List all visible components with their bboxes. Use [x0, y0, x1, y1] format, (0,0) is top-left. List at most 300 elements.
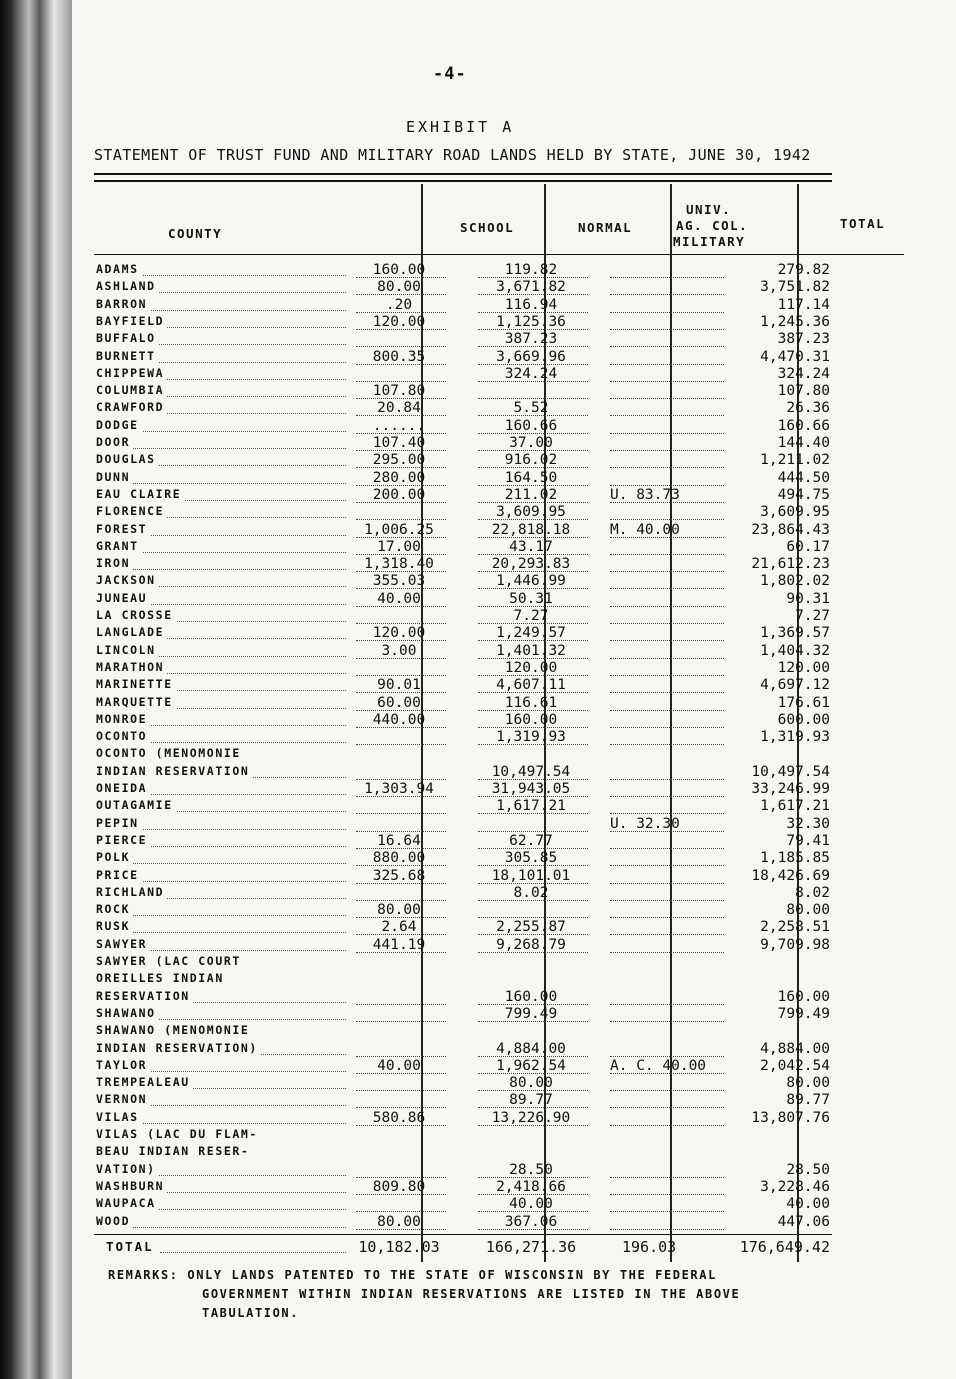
table-row	[94, 868, 834, 885]
county-name: GRANT	[96, 539, 350, 556]
table-row	[94, 349, 834, 366]
total-value	[730, 971, 830, 988]
cell-leader	[478, 571, 588, 572]
cell-leader	[478, 467, 588, 468]
cell-leader	[356, 1211, 446, 1212]
cell-leader	[610, 831, 724, 832]
normal-value: 116.94	[504, 296, 558, 313]
school-value: 40.00	[377, 590, 421, 607]
cell-leader	[356, 1090, 446, 1091]
school-value: 280.00	[372, 469, 426, 486]
cell-leader	[356, 865, 446, 866]
county-name: BURNETT	[96, 349, 350, 366]
cell-leader	[356, 381, 446, 382]
cell-leader	[610, 1090, 724, 1091]
cell-leader	[356, 917, 446, 918]
normal-value: 13,226.90	[491, 1109, 571, 1126]
total-value: 80.00	[786, 902, 830, 919]
table-row	[94, 971, 834, 988]
normal-value: 211.02	[504, 486, 558, 503]
remarks	[108, 1266, 848, 1323]
cell-leader	[478, 1194, 588, 1195]
table-row	[94, 504, 834, 521]
normal-value: 916.02	[504, 452, 558, 469]
table-row	[94, 539, 834, 556]
total-value: 7.27	[795, 608, 830, 624]
normal-value: 9,268.79	[496, 936, 566, 953]
remarks-line2: GOVERNMENT WITHIN INDIAN RESERVATIONS ARE LISTED IN THE ABOVE	[202, 1287, 741, 1301]
total-value: 1,369.57	[760, 625, 830, 642]
school-value: 580.86	[372, 1109, 426, 1126]
school-value: 40.00	[377, 1057, 421, 1074]
cell-leader	[356, 364, 446, 365]
school-value	[350, 971, 448, 988]
univ-value	[604, 1144, 730, 1161]
totals-row	[94, 1236, 834, 1258]
total-value: 89.77	[786, 1092, 830, 1109]
univ-value	[604, 746, 730, 763]
table-row	[94, 556, 834, 573]
header-univ-line3: MILITARY	[673, 234, 746, 249]
cell-leader	[356, 433, 446, 434]
remarks-line3: TABULATION.	[202, 1306, 300, 1320]
total-value: 1,245.36	[760, 313, 830, 330]
table-row	[94, 816, 834, 833]
table-row	[94, 643, 834, 660]
normal-value: 324.24	[504, 365, 558, 382]
cell-leader	[356, 519, 446, 520]
total-value: 18,426.69	[751, 867, 830, 884]
normal-value: 80.00	[509, 1075, 553, 1092]
total-value: 494.75	[777, 486, 830, 503]
county-name: MONROE	[96, 712, 350, 729]
cell-leader	[356, 623, 446, 624]
cell-leader	[356, 450, 446, 451]
cell-leader	[478, 658, 588, 659]
table-row	[94, 331, 834, 348]
cell-leader	[478, 623, 588, 624]
table-row	[94, 781, 834, 798]
county-name: SHAWANO	[96, 1006, 350, 1023]
cell-leader	[478, 1125, 588, 1126]
cell-leader	[478, 1177, 588, 1178]
normal-value	[472, 971, 590, 988]
cell-leader	[610, 519, 724, 520]
cell-leader	[356, 848, 446, 849]
univ-value: A. C. 40.00	[610, 1057, 707, 1074]
total-value: 120.00	[777, 659, 830, 676]
table-row	[94, 435, 834, 452]
county-name: MARATHON	[96, 660, 350, 677]
county-name: LINCOLN	[96, 643, 350, 660]
normal-value: 10,497.54	[491, 763, 571, 780]
table-row	[94, 314, 834, 331]
cell-leader	[478, 537, 588, 538]
county-name: CHIPPEWA	[96, 366, 350, 383]
table-row	[94, 712, 834, 729]
cell-leader	[610, 710, 724, 711]
normal-value: 119.82	[504, 262, 558, 278]
school-value: 800.35	[372, 348, 426, 365]
cell-leader	[610, 934, 724, 935]
school-value: 3.00	[381, 642, 417, 659]
normal-value: 387.23	[504, 331, 558, 348]
cell-leader	[478, 934, 588, 935]
total-value: 600.00	[777, 711, 830, 728]
cell-leader	[356, 294, 446, 295]
normal-value: 31,943.05	[491, 781, 571, 797]
table-row	[94, 279, 834, 296]
cell-leader	[356, 398, 446, 399]
total-value: 279.82	[777, 262, 830, 278]
page-number: -4-	[433, 64, 467, 84]
normal-value: 116.61	[504, 694, 558, 711]
school-value: 120.00	[372, 625, 426, 642]
school-value: 120.00	[372, 313, 426, 330]
cell-leader	[610, 606, 724, 607]
county-name: PIERCE	[96, 833, 350, 850]
univ-value	[604, 971, 730, 988]
cell-leader	[356, 831, 446, 832]
normal-value: 50.31	[509, 590, 553, 607]
cell-leader	[478, 917, 588, 918]
cell-leader	[356, 900, 446, 901]
table-row	[94, 1214, 834, 1231]
cell-leader	[356, 537, 446, 538]
cell-leader	[478, 796, 588, 797]
school-value: 200.00	[372, 486, 426, 503]
cell-leader	[610, 277, 724, 278]
cell-leader	[610, 381, 724, 382]
total-value: 13,807.76	[751, 1109, 830, 1126]
cell-leader	[356, 277, 446, 278]
cell-leader	[610, 1056, 724, 1057]
table-row	[94, 677, 834, 694]
school-value: 160.00	[372, 262, 426, 278]
normal-value: 799.49	[504, 1005, 558, 1022]
total-value: 23,864.43	[751, 521, 830, 538]
cell-leader	[610, 1177, 724, 1178]
cell-leader	[610, 433, 724, 434]
cell-leader	[478, 1004, 588, 1005]
normal-value	[472, 1144, 590, 1161]
table-row	[94, 366, 834, 383]
total-value: 1,617.21	[760, 798, 830, 815]
normal-value: 367.06	[504, 1213, 558, 1230]
normal-value: 2,255.87	[496, 919, 566, 936]
table-row	[94, 919, 834, 936]
cell-leader	[610, 588, 724, 589]
total-value: 799.49	[777, 1005, 830, 1022]
school-value: 440.00	[372, 711, 426, 728]
normal-value: 22,818.18	[491, 521, 571, 538]
cell-leader	[478, 640, 588, 641]
cell-leader	[356, 329, 446, 330]
table-row	[94, 937, 834, 954]
cell-leader	[478, 710, 588, 711]
normal-value: 20,293.83	[491, 556, 571, 573]
univ-value	[604, 954, 730, 971]
table-row	[94, 798, 834, 815]
header-school: SCHOOL	[460, 220, 515, 235]
county-name: LANGLADE	[96, 625, 350, 642]
cell-leader	[356, 934, 446, 935]
statement-title: STATEMENT OF TRUST FUND AND MILITARY ROAD LANDS HELD BY STATE, JUNE 30, 1942	[94, 146, 811, 164]
table-row	[94, 418, 834, 435]
cell-leader	[356, 1229, 446, 1230]
county-name: ADAMS	[96, 262, 350, 279]
cell-leader	[478, 779, 588, 780]
county-name: DUNN	[96, 470, 350, 487]
normal-value: 28.50	[509, 1161, 553, 1178]
cell-leader	[356, 796, 446, 797]
school-value: 2.64	[381, 919, 417, 936]
cell-leader	[356, 1107, 446, 1108]
cell-leader	[478, 865, 588, 866]
total-value: 1,185.85	[760, 850, 830, 867]
total-value: 4,697.12	[760, 677, 830, 694]
normal-value: 120.00	[504, 659, 558, 676]
county-name: OUTAGAMIE	[96, 798, 350, 815]
total-value: 90.31	[786, 590, 830, 607]
cell-leader	[356, 467, 446, 468]
county-name: CRAWFORD	[96, 400, 350, 417]
county-name: LA CROSSE	[96, 608, 350, 625]
cell-leader	[610, 952, 724, 953]
cell-leader	[610, 779, 724, 780]
cell-leader	[478, 900, 588, 901]
cell-leader	[610, 675, 724, 676]
table-row	[94, 1092, 834, 1109]
cell-leader	[610, 727, 724, 728]
cell-leader	[610, 364, 724, 365]
county-name: BAYFIELD	[96, 314, 350, 331]
normal-value: 89.77	[509, 1092, 553, 1109]
total-value: 1,319.93	[760, 729, 830, 746]
cell-leader	[478, 1021, 588, 1022]
total-value: 40.00	[786, 1196, 830, 1213]
table-row	[94, 452, 834, 469]
total-value: 2,258.51	[760, 919, 830, 936]
total-value: 79.41	[786, 832, 830, 849]
table-row	[94, 608, 834, 625]
county-name: POLK	[96, 850, 350, 867]
county-name: SHAWANO (MENOMONIE	[96, 1023, 350, 1040]
normal-value: 1,249.57	[496, 625, 566, 642]
cell-leader	[610, 312, 724, 313]
cell-leader	[356, 312, 446, 313]
table-row	[94, 487, 834, 504]
table-row	[94, 954, 834, 971]
cell-leader	[610, 623, 724, 624]
header-univ-line1: UNIV.	[686, 202, 732, 217]
cell-leader	[478, 831, 588, 832]
school-value	[350, 1127, 448, 1144]
school-value: 441.19	[372, 936, 426, 953]
normal-value: 4,884.00	[496, 1040, 566, 1057]
county-name: COLUMBIA	[96, 383, 350, 400]
cell-leader	[478, 398, 588, 399]
county-name: SAWYER	[96, 937, 350, 954]
school-value: 809.80	[372, 1178, 426, 1195]
cell-leader	[356, 554, 446, 555]
normal-value: 2,418.66	[496, 1178, 566, 1195]
normal-value	[472, 1023, 590, 1040]
cell-leader	[356, 502, 446, 503]
county-name: OREILLES INDIAN	[96, 971, 350, 988]
cell-leader	[356, 883, 446, 884]
cell-leader	[478, 727, 588, 728]
cell-leader	[610, 467, 724, 468]
cell-leader	[478, 1107, 588, 1108]
normal-value	[472, 746, 590, 763]
total-value: 387.23	[777, 331, 830, 348]
cell-leader	[478, 364, 588, 365]
header-county: COUNTY	[168, 226, 223, 241]
total-school: 10,182.03	[358, 1238, 440, 1256]
school-value: 60.00	[377, 694, 421, 711]
cell-leader	[478, 1073, 588, 1074]
table-row	[94, 262, 834, 279]
county-name: BUFFALO	[96, 331, 350, 348]
table-row	[94, 297, 834, 314]
normal-value: 62.77	[509, 832, 553, 849]
cell-leader	[610, 1073, 724, 1074]
scan-binding-edge	[0, 0, 72, 1379]
total-univ: 196.03	[622, 1238, 677, 1256]
cell-leader	[610, 1004, 724, 1005]
cell-leader	[478, 312, 588, 313]
normal-value: 1,125.36	[496, 313, 566, 330]
cell-leader	[478, 1056, 588, 1057]
cell-leader	[610, 1194, 724, 1195]
county-name: VILAS (LAC DU FLAM-	[96, 1127, 350, 1144]
school-value: 325.68	[372, 867, 426, 884]
county-name: ASHLAND	[96, 279, 350, 296]
cell-leader	[610, 346, 724, 347]
cell-leader	[356, 779, 446, 780]
county-name: EAU CLAIRE	[96, 487, 350, 504]
cell-leader	[610, 1211, 724, 1212]
cell-leader	[610, 917, 724, 918]
univ-value	[604, 1023, 730, 1040]
cell-leader	[356, 1021, 446, 1022]
county-name: FOREST	[96, 522, 350, 539]
cell-leader	[478, 502, 588, 503]
table-row	[94, 729, 834, 746]
cell-leader	[478, 675, 588, 676]
cell-leader	[356, 813, 446, 814]
table-row	[94, 1179, 834, 1196]
cell-leader	[610, 744, 724, 745]
county-name: INDIAN RESERVATION)	[96, 1041, 350, 1058]
total-value	[730, 1023, 830, 1040]
county-name: WOOD	[96, 1214, 350, 1231]
table-row	[94, 902, 834, 919]
total-value: 33,246.99	[751, 781, 830, 797]
total-value: 60.17	[786, 538, 830, 555]
normal-value: 160.66	[504, 417, 558, 434]
county-name: DOOR	[96, 435, 350, 452]
cell-leader	[610, 796, 724, 797]
total-value: 1,802.02	[760, 573, 830, 590]
school-value: 1,303.94	[364, 781, 434, 797]
cell-leader	[478, 277, 588, 278]
cell-leader	[478, 329, 588, 330]
cell-leader	[356, 1056, 446, 1057]
normal-value: 3,669.96	[496, 348, 566, 365]
total-value: 176.61	[777, 694, 830, 711]
total-value	[730, 746, 830, 763]
cell-leader	[478, 883, 588, 884]
cell-leader	[478, 1090, 588, 1091]
county-name: DODGE	[96, 418, 350, 435]
school-value: 20.84	[377, 400, 421, 417]
table-row	[94, 1196, 834, 1213]
table-row	[94, 764, 834, 781]
total-normal: 166,271.36	[485, 1238, 577, 1256]
total-value: 1,404.32	[760, 642, 830, 659]
school-value: 80.00	[377, 279, 421, 296]
county-name: MARQUETTE	[96, 695, 350, 712]
table-row	[94, 746, 834, 763]
school-value: 90.01	[377, 677, 421, 694]
total-value: 3,228.46	[760, 1178, 830, 1195]
county-name: JACKSON	[96, 573, 350, 590]
table-row	[94, 1006, 834, 1023]
total-value: 10,497.54	[751, 763, 830, 780]
cell-leader	[356, 640, 446, 641]
school-value: 1,318.40	[364, 556, 434, 573]
header-total: TOTAL	[840, 216, 886, 231]
title-rule-top	[94, 173, 832, 175]
cell-leader	[610, 398, 724, 399]
school-value	[350, 1144, 448, 1161]
total-value: 160.66	[777, 417, 830, 434]
totals-label: TOTAL	[106, 1239, 154, 1254]
school-value: 880.00	[372, 850, 426, 867]
county-name: WASHBURN	[96, 1179, 350, 1196]
table-row	[94, 1110, 834, 1127]
school-value	[350, 954, 448, 971]
cell-leader	[356, 415, 446, 416]
cell-leader	[356, 571, 446, 572]
normal-value: 305.85	[504, 850, 558, 867]
county-name: ONEIDA	[96, 781, 350, 798]
cell-leader	[610, 450, 724, 451]
total-value: 80.00	[786, 1075, 830, 1092]
county-name: WAUPACA	[96, 1196, 350, 1213]
cell-leader	[356, 1004, 446, 1005]
total-value: 21,612.23	[751, 556, 830, 573]
county-name: BARRON	[96, 297, 350, 314]
school-value: 16.64	[377, 832, 421, 849]
school-value	[350, 746, 448, 763]
cell-leader	[356, 1194, 446, 1195]
total-value: 28.50	[786, 1161, 830, 1178]
cell-leader	[610, 537, 724, 538]
cell-leader	[478, 433, 588, 434]
school-value: 295.00	[372, 452, 426, 469]
cell-leader	[356, 606, 446, 607]
total-value	[730, 954, 830, 971]
total-total: 176,649.42	[739, 1238, 830, 1256]
cell-leader	[356, 485, 446, 486]
county-name: TREMPEALEAU	[96, 1075, 350, 1092]
county-name: VATION)	[96, 1162, 350, 1179]
total-value: 444.50	[777, 469, 830, 486]
county-name: PRICE	[96, 868, 350, 885]
